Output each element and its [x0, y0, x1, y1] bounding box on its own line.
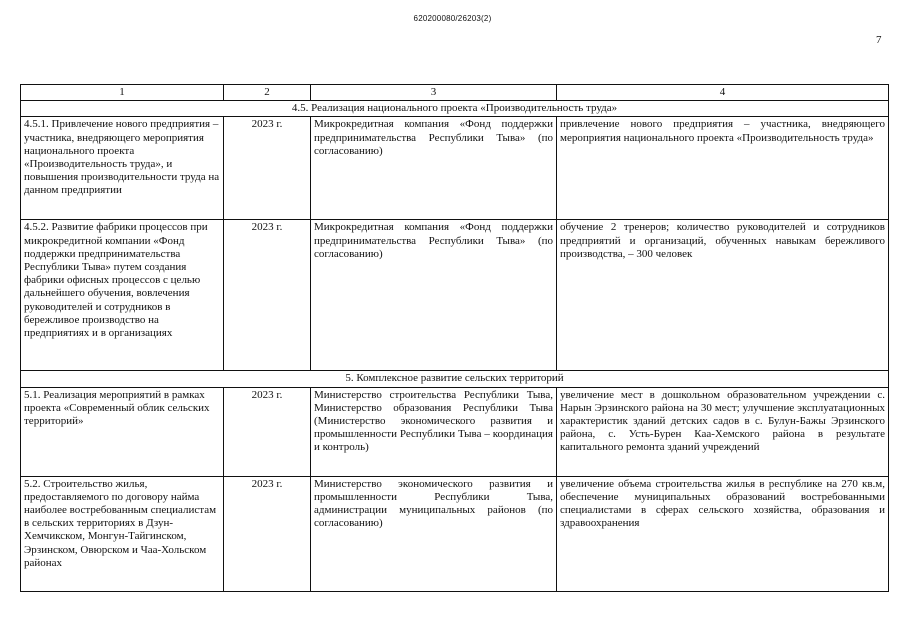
- measure-name: 4.5.1. Привлечение нового предприятия – участника, внедряющего мероприятия национального проекта «Производительность труда», и повышения производительности труда на данном предприятии: [21, 117, 224, 220]
- measure-result: обучение 2 тренеров; количество руководителей и сотрудников предприятий и организаций, обученных навыкам бережливого производства, – 300 человек: [557, 220, 889, 371]
- table-row: [21, 117, 889, 220]
- column-header-2: 2: [224, 85, 311, 101]
- measure-deadline: 2023 г.: [224, 117, 311, 220]
- measure-name: 5.1. Реализация мероприятий в рамках проекта «Современный облик сельских территорий»: [21, 387, 224, 476]
- table-row: [21, 476, 889, 591]
- measure-responsible: Министерство строительства Республики Тыва, Министерство образования Республики Тыва (Министерство экономического развития и промышленности Республики Тыва – координация и контроль): [311, 387, 557, 476]
- measure-name: 4.5.2. Развитие фабрики процессов при микрокредитной компании «Фонд поддержки предпринимательства Республики Тыва» путем создания фабрики офисных процессов с целью дальнейшего обучения, вовлечения руководителей и сотрудников в бережливое производство на предприятиях и в организациях: [21, 220, 224, 371]
- table-header-row: [21, 85, 889, 101]
- measures-table: [20, 84, 889, 592]
- measure-result: привлечение нового предприятия – участника, внедряющего мероприятия национального проекта «Производительность труда»: [557, 117, 889, 220]
- measure-deadline: 2023 г.: [224, 387, 311, 476]
- section-row: [21, 101, 889, 117]
- measure-result: увеличение объема строительства жилья в республике на 270 кв.м, обеспечение муниципальных образований востребованными специалистами в сферах сельского хозяйства, образования и здравоохранения: [557, 476, 889, 591]
- column-header-3: 3: [311, 85, 557, 101]
- measure-deadline: 2023 г.: [224, 476, 311, 591]
- measure-name: 5.2. Строительство жилья, предоставляемого по договору найма наиболее востребованным специалистам в сельских территориях в Дзун-Хемчикском, Монгун-Тайгинском, Эрзинском, Овюрском и Чаа-Хольском районах: [21, 476, 224, 591]
- table-row: [21, 387, 889, 476]
- section-title: 5. Комплексное развитие сельских территорий: [21, 371, 889, 387]
- table-row: [21, 220, 889, 371]
- measure-result: увеличение мест в дошкольном образовательном учреждении с. Нарын Эрзинского района на 30 мест; улучшение эксплуатационных характеристик зданий детских садов в с. Булун-Бажы Эрзинского района, с. Усть-Бурен Каа-Хемского района в результате капитального ремонта зданий учреждений: [557, 387, 889, 476]
- section-title: 4.5. Реализация национального проекта «Производительность труда»: [21, 101, 889, 117]
- measure-deadline: 2023 г.: [224, 220, 311, 371]
- section-row: [21, 371, 889, 387]
- measure-responsible: Микрокредитная компания «Фонд поддержки предпринимательства Республики Тыва» (по согласованию): [311, 117, 557, 220]
- measure-responsible: Микрокредитная компания «Фонд поддержки предпринимательства Республики Тыва» (по согласованию): [311, 220, 557, 371]
- column-header-4: 4: [557, 85, 889, 101]
- column-header-1: 1: [21, 85, 224, 101]
- document-code: 620200080/26203(2): [413, 14, 492, 23]
- measure-responsible: Министерство экономического развития и промышленности Республики Тыва, администрации муниципальных районов (по согласованию): [311, 476, 557, 591]
- page-number: 7: [876, 34, 882, 46]
